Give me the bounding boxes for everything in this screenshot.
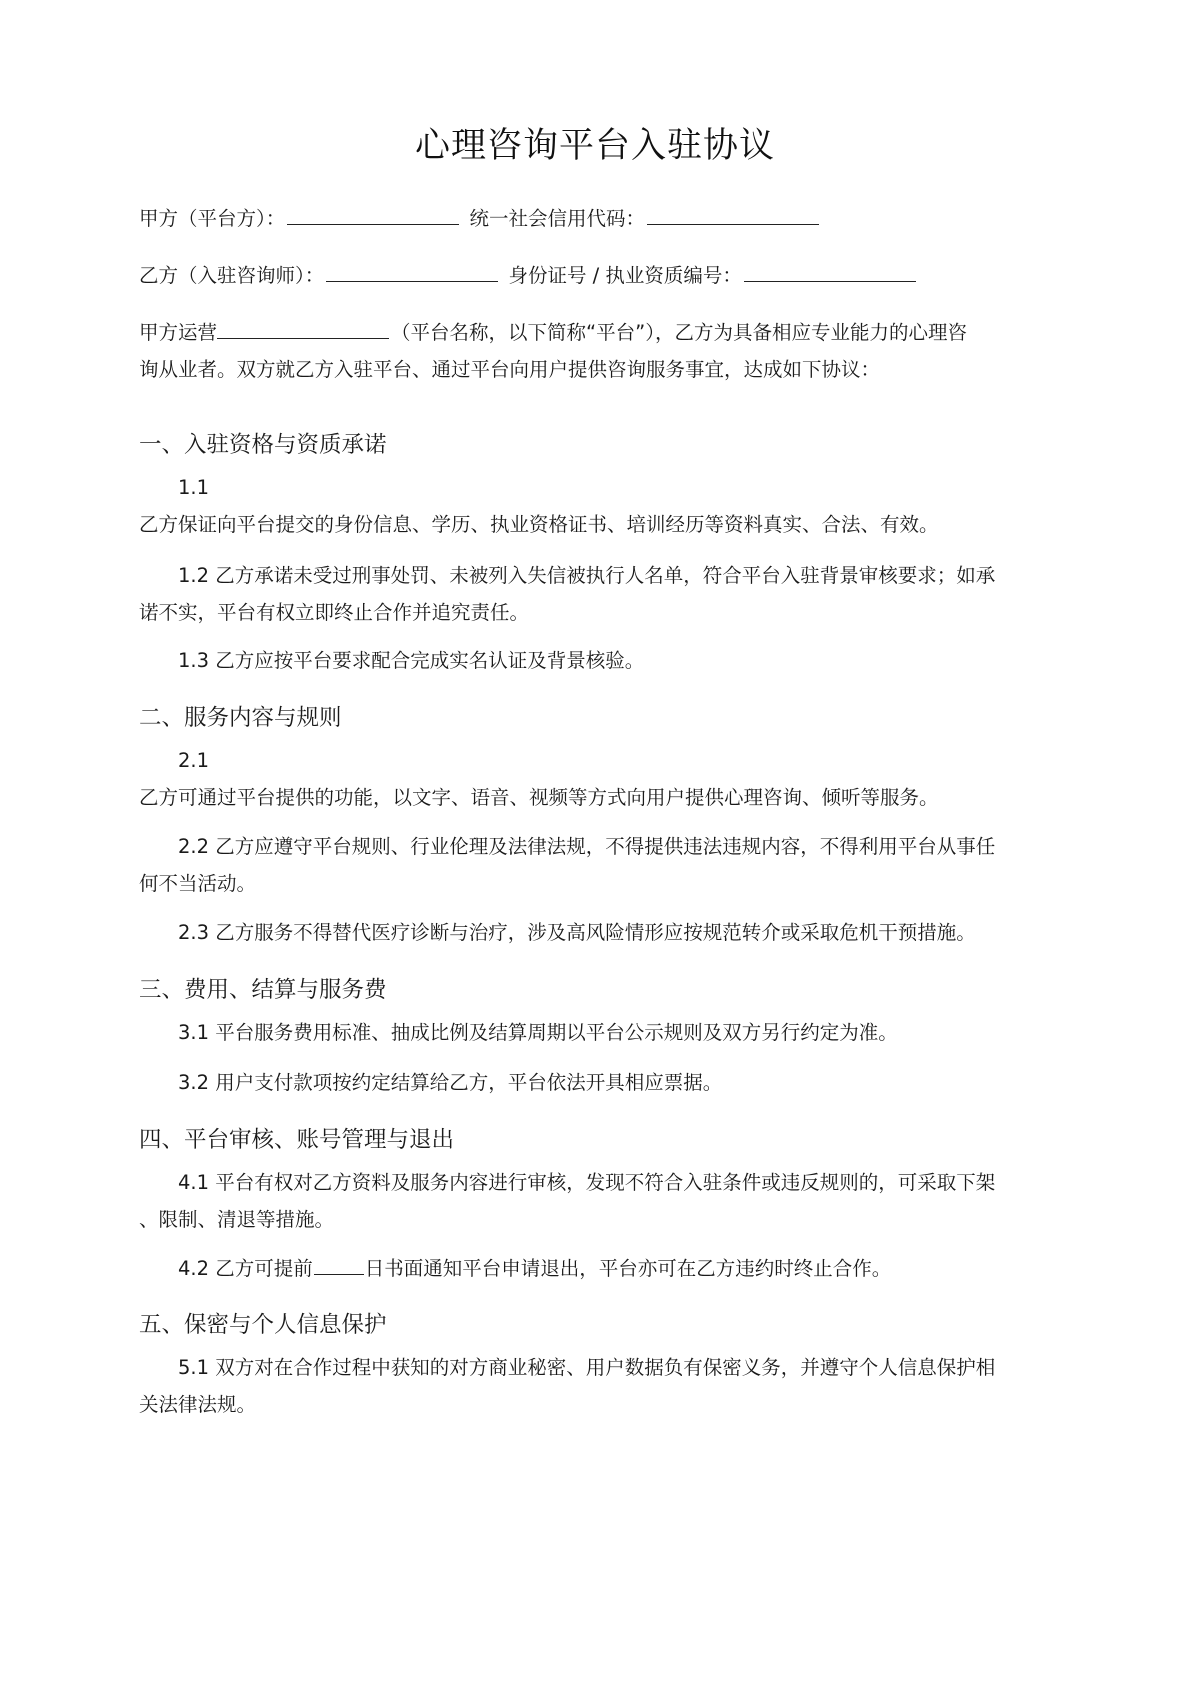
credit-code-blank[interactable] — [647, 202, 819, 225]
clause-4-2-text-b: 日书面通知平台申请退出，平台亦可在乙方违约时终止合作。 — [364, 1257, 892, 1280]
party-a-blank[interactable] — [287, 202, 459, 225]
clause-1-1-text: 乙方保证向平台提交的身份信息、学历、执业资格证书、培训经历等资料真实、合法、有效。 — [139, 513, 939, 536]
clause-5-1-line-2: 关法律法规。 — [139, 1393, 257, 1416]
section-5-heading: 五、保密与个人信息保护 — [139, 1312, 387, 1338]
party-a-line — [139, 199, 1059, 239]
clause-2-1-text: 乙方可通过平台提供的功能，以文字、语音、视频等方式向用户提供心理咨询、倾听等服务。 — [139, 786, 939, 809]
clause-5-1-line-1: 5.1 双方对在合作过程中获知的对方商业秘密、用户数据负有保密义务，并遵守个人信息保护相 — [178, 1356, 996, 1379]
clause-1-2-line-1: 1.2 乙方承诺未受过刑事处罚、未被列入失信被执行人名单，符合平台入驻背景审核要求；如承 — [178, 564, 996, 587]
clause-1-2-line-2: 诺不实，平台有权立即终止合作并追究责任。 — [139, 601, 530, 624]
id-number-blank[interactable] — [744, 259, 916, 282]
preamble-line-1 — [139, 313, 1059, 353]
section-3-heading: 三、费用、结算与服务费 — [139, 977, 387, 1003]
preamble-text-b: （平台名称，以下简称“平台”），乙方为具备相应专业能力的心理咨 — [391, 321, 967, 344]
id-number-label: 身份证号 / 执业资质编号： — [508, 264, 742, 287]
clause-1-3: 1.3 乙方应按平台要求配合完成实名认证及背景核验。 — [178, 649, 645, 672]
credit-code-label: 统一社会信用代码： — [469, 207, 645, 230]
preamble-text-a: 甲方运营 — [139, 321, 218, 344]
party-a-label: 甲方（平台方）： — [139, 207, 286, 230]
clause-4-1-line-1: 4.1 平台有权对乙方资料及服务内容进行审核，发现不符合入驻条件或违反规则的，可采取下架 — [178, 1171, 996, 1194]
section-4-heading: 四、平台审核、账号管理与退出 — [139, 1127, 455, 1153]
clause-2-2-line-2: 何不当活动。 — [139, 872, 257, 895]
clause-2-3: 2.3 乙方服务不得替代医疗诊断与治疗，涉及高风险情形应按规范转介或采取危机干预措施。 — [178, 921, 976, 944]
section-2-heading: 二、服务内容与规则 — [139, 705, 342, 731]
clause-3-1: 3.1 平台服务费用标准、抽成比例及结算周期以平台公示规则及双方另行约定为准。 — [178, 1021, 898, 1044]
clause-4-2-text-a: 4.2 乙方可提前 — [178, 1257, 313, 1280]
preamble-line-2: 询从业者。双方就乙方入驻平台、通过平台向用户提供咨询服务事宜，达成如下协议： — [139, 358, 881, 381]
section-1-heading: 一、入驻资格与资质承诺 — [139, 432, 387, 458]
party-b-line — [139, 256, 1059, 296]
notice-days-blank[interactable] — [314, 1252, 364, 1275]
clause-2-2-line-1: 2.2 乙方应遵守平台规则、行业伦理及法律法规，不得提供违法违规内容，不得利用平台从事任 — [178, 835, 996, 858]
clause-4-2 — [178, 1249, 1098, 1289]
clause-3-2: 3.2 用户支付款项按约定结算给乙方，平台依法开具相应票据。 — [178, 1071, 723, 1094]
clause-4-1-line-2: 、限制、清退等措施。 — [139, 1208, 335, 1231]
document-title: 心理咨询平台入驻协议 — [414, 126, 775, 166]
party-b-blank[interactable] — [326, 259, 498, 282]
clause-1-1-number: 1.1 — [178, 476, 210, 499]
party-b-label: 乙方（入驻咨询师）： — [139, 264, 325, 287]
platform-name-blank[interactable] — [217, 316, 389, 339]
clause-2-1-number: 2.1 — [178, 749, 210, 772]
